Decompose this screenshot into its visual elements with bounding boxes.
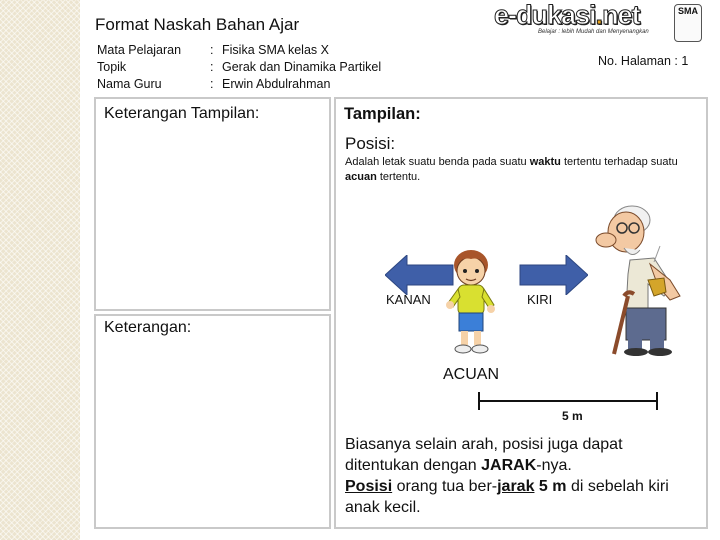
meta-label: Topik [97,60,127,74]
meta-colon: : [210,60,214,74]
keterangan-box [94,314,331,529]
meta-colon: : [210,77,214,91]
meta-row-teacher [97,76,381,93]
meta-value: Erwin Abdulrahman [222,77,331,91]
logo-wordmark: e-dukasi.net [494,0,640,30]
posisi-definition: Adalah letak suatu benda pada suatu waktu tertentu terhadap suatu acuan tertentu. [345,156,678,183]
arrow-label-kiri: KIRI [527,292,553,307]
posisi-heading: Posisi: [345,134,396,153]
keterangan-label: Keterangan: [104,319,192,336]
distance-label: 5 m [562,409,583,423]
meta-row-topic [97,59,381,76]
meta-value: Fisika SMA kelas X [222,43,329,57]
sma-badge: SMA [674,4,702,42]
logo-tagline: Belajar : lebih Mudah dan Menyenangkan [538,29,649,35]
arrow-label-kanan: KANAN [386,292,431,307]
keterangan-tampilan-box [94,97,331,311]
document-meta [97,42,381,93]
meta-colon: : [210,43,214,57]
meta-label: Nama Guru [97,77,162,91]
page-number: No. Halaman : 1 [598,54,689,68]
e-dukasi-logo [494,2,704,44]
meta-row-subject [97,42,381,59]
boy-illustration [440,245,502,357]
keterangan-tampilan-label: Keterangan Tampilan: [104,105,260,122]
meta-label: Mata Pelajaran [97,43,182,57]
old-man-illustration [584,200,694,358]
meta-value: Gerak dan Dinamika Partikel [222,60,382,74]
explanation-text: Biasanya selain arah, posisi juga dapat ditentukan dengan JARAK-nya. Posisi orang tua ber-jarak 5 m di sebelah kiri anak kecil. [345,436,669,516]
arrow-right-icon [518,255,588,295]
document-title: Format Naskah Bahan Ajar [95,15,300,34]
decorative-margin [0,0,80,540]
tampilan-title: Tampilan: [344,105,421,123]
acuan-label: ACUAN [443,366,500,383]
